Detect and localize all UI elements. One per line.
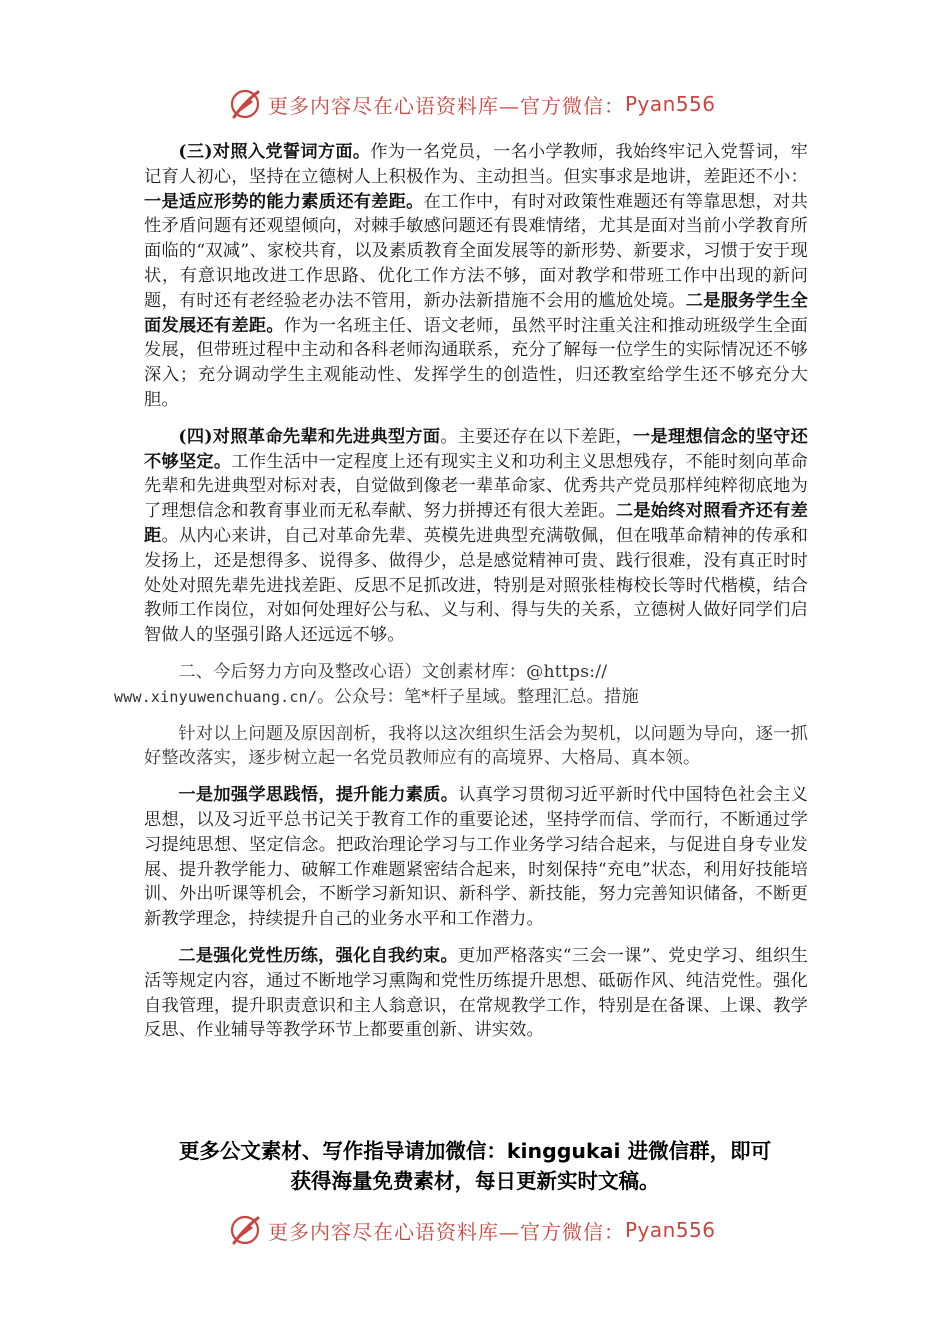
paragraph-intro: 针对以上问题及原因剖析，我将以这次组织生活会为契机，以问题为导向，逐一抓好整改落实，逐步树立起一名党员教师应有的高境界、大格局、真本领。 xyxy=(144,723,808,769)
footer-banner xyxy=(228,1210,748,1250)
section-heading: (三)对照入党誓词方面。 xyxy=(178,142,371,162)
measure-heading: 一是加强学思践悟，提升能力素质。 xyxy=(178,785,459,806)
paragraph-direction-title: 二、今后努力方向及整改心语）文创素材库：@https:// www.xinyuwenchuang.cn/。公众号：笔*杆子星域。整理汇总。措施 xyxy=(114,661,639,707)
promo-line-2: 获得海量免费素材，每日更新实时文稿。 xyxy=(290,1169,660,1193)
paragraph-oath: (三)对照入党誓词方面。作为一名党员，一名小学教师，我始终牢记入党誓词，牢记育人初心，坚持在立德树人上积极作为、主动担当。但实事求是地讲，差距还不小：一是适应形势的能力素质还有差距。在工作中，有时对政策性难题还有等靠思想，对共性矛盾问题有还观望倾向，对棘手敏感问题还有畏难情绪，尤其是面对当前小学教育所面临的“双减”、家校共育，以及素质教育全面发展等的新形势、新要求，习惯于安于现状，有意识地改进工作思路、优化工作方法不够，面对教学和带班工作中出现的新问题，有时还有老经验老办法不管用，新办法新措施不会用的尴尬处境。二是服务学生全面发展还有差距。作为一名班主任、语文老师，虽然平时注重关注和推动班级学生全面发展，但带班过程中主动和各科老师沟通联系，充分了解每一位学生的实际情况还不够深入；充分调动学生主观能动性、发挥学生的创造性，归还教室给学生还不够充分大胆。 xyxy=(144,142,809,410)
section-heading: (四)对照革命先辈和先进典型方面 xyxy=(178,426,441,447)
document-body xyxy=(114,140,809,1055)
source-url: www.xinyuwenchuang.cn/ xyxy=(114,687,318,706)
measure-heading: 二是强化党性历练，强化自我约束。 xyxy=(178,945,458,966)
pen-nib-logo-icon xyxy=(228,87,262,121)
paragraph-revolutionary: (四)对照革命先辈和先进典型方面。主要还存在以下差距，一是理想信念的坚守还不够坚定。工作生活中一定程度上还有现实主义和功利主义思想残存，不能时刻向革命先辈和先进典型对标对表，自觉做到像老一辈革命家、优秀共产党员那样纯粹彻底地为了理想信念和教育事业而无私奉献、努力拼搏还有很大差距。二是始终对照看齐还有差距。从内心来讲，自己对革命先辈、英模先进典型充满敬佩，但在哦革命精神的传承和发扬上，还是想得多、说得多、做得少，总是感觉精神可贵、践行很难，没有真正时时处处对照先辈先进找差距、反思不足抓改进，特别是对照张桂梅校长等时代楷模，结合教师工作岗位，对如何处理好公与私、义与利、得与失的关系，立德树人做好同学们启智做人的坚强引路人还远远不够。 xyxy=(144,426,809,646)
banner-text: 更多内容尽在心语资料库—官方微信： xyxy=(268,93,625,118)
banner-handle: Pyan556 xyxy=(625,1218,716,1242)
header-banner xyxy=(228,84,748,124)
banner-handle: Pyan556 xyxy=(625,92,716,116)
banner-text: 更多内容尽在心语资料库—官方微信： xyxy=(268,1219,625,1244)
promo-notice xyxy=(130,1136,820,1196)
promo-line-1: 更多公文素材、写作指导请加微信：kinggukai 进微信群，即可 xyxy=(178,1139,772,1163)
paragraph-measure-1: 一是加强学思践悟，提升能力素质。认真学习贯彻习近平新时代中国特色社会主义思想，以及习近平总书记关于教育工作的重要论述，坚持学而信、学而行，不断通过学习提纯思想、坚定信念。把政治理论学习与工作业务学习结合起来，与促进自身专业发展、提升教学能力、破解工作难题紧密结合起来，时刻保持“充电”状态，利用好技能培训、外出听课等机会，不断学习新知识、新科学、新技能，努力完善知识储备，不断更新教学理念，持续提升自己的业务水平和工作潜力。 xyxy=(144,785,808,930)
paragraph-measure-2: 二是强化党性历练，强化自我约束。更加严格落实“三会一课”、党史学习、组织生活等规定内容，通过不断地学习熏陶和党性历练提升思想、砥砺作风、纯洁党性。强化自我管理，提升职责意识和主人翁意识，在常规教学工作，特别是在备课、上课、教学反思、作业辅导等教学环节上都要重创新、讲实效。 xyxy=(144,945,808,1041)
pen-nib-logo-icon xyxy=(228,1213,262,1247)
